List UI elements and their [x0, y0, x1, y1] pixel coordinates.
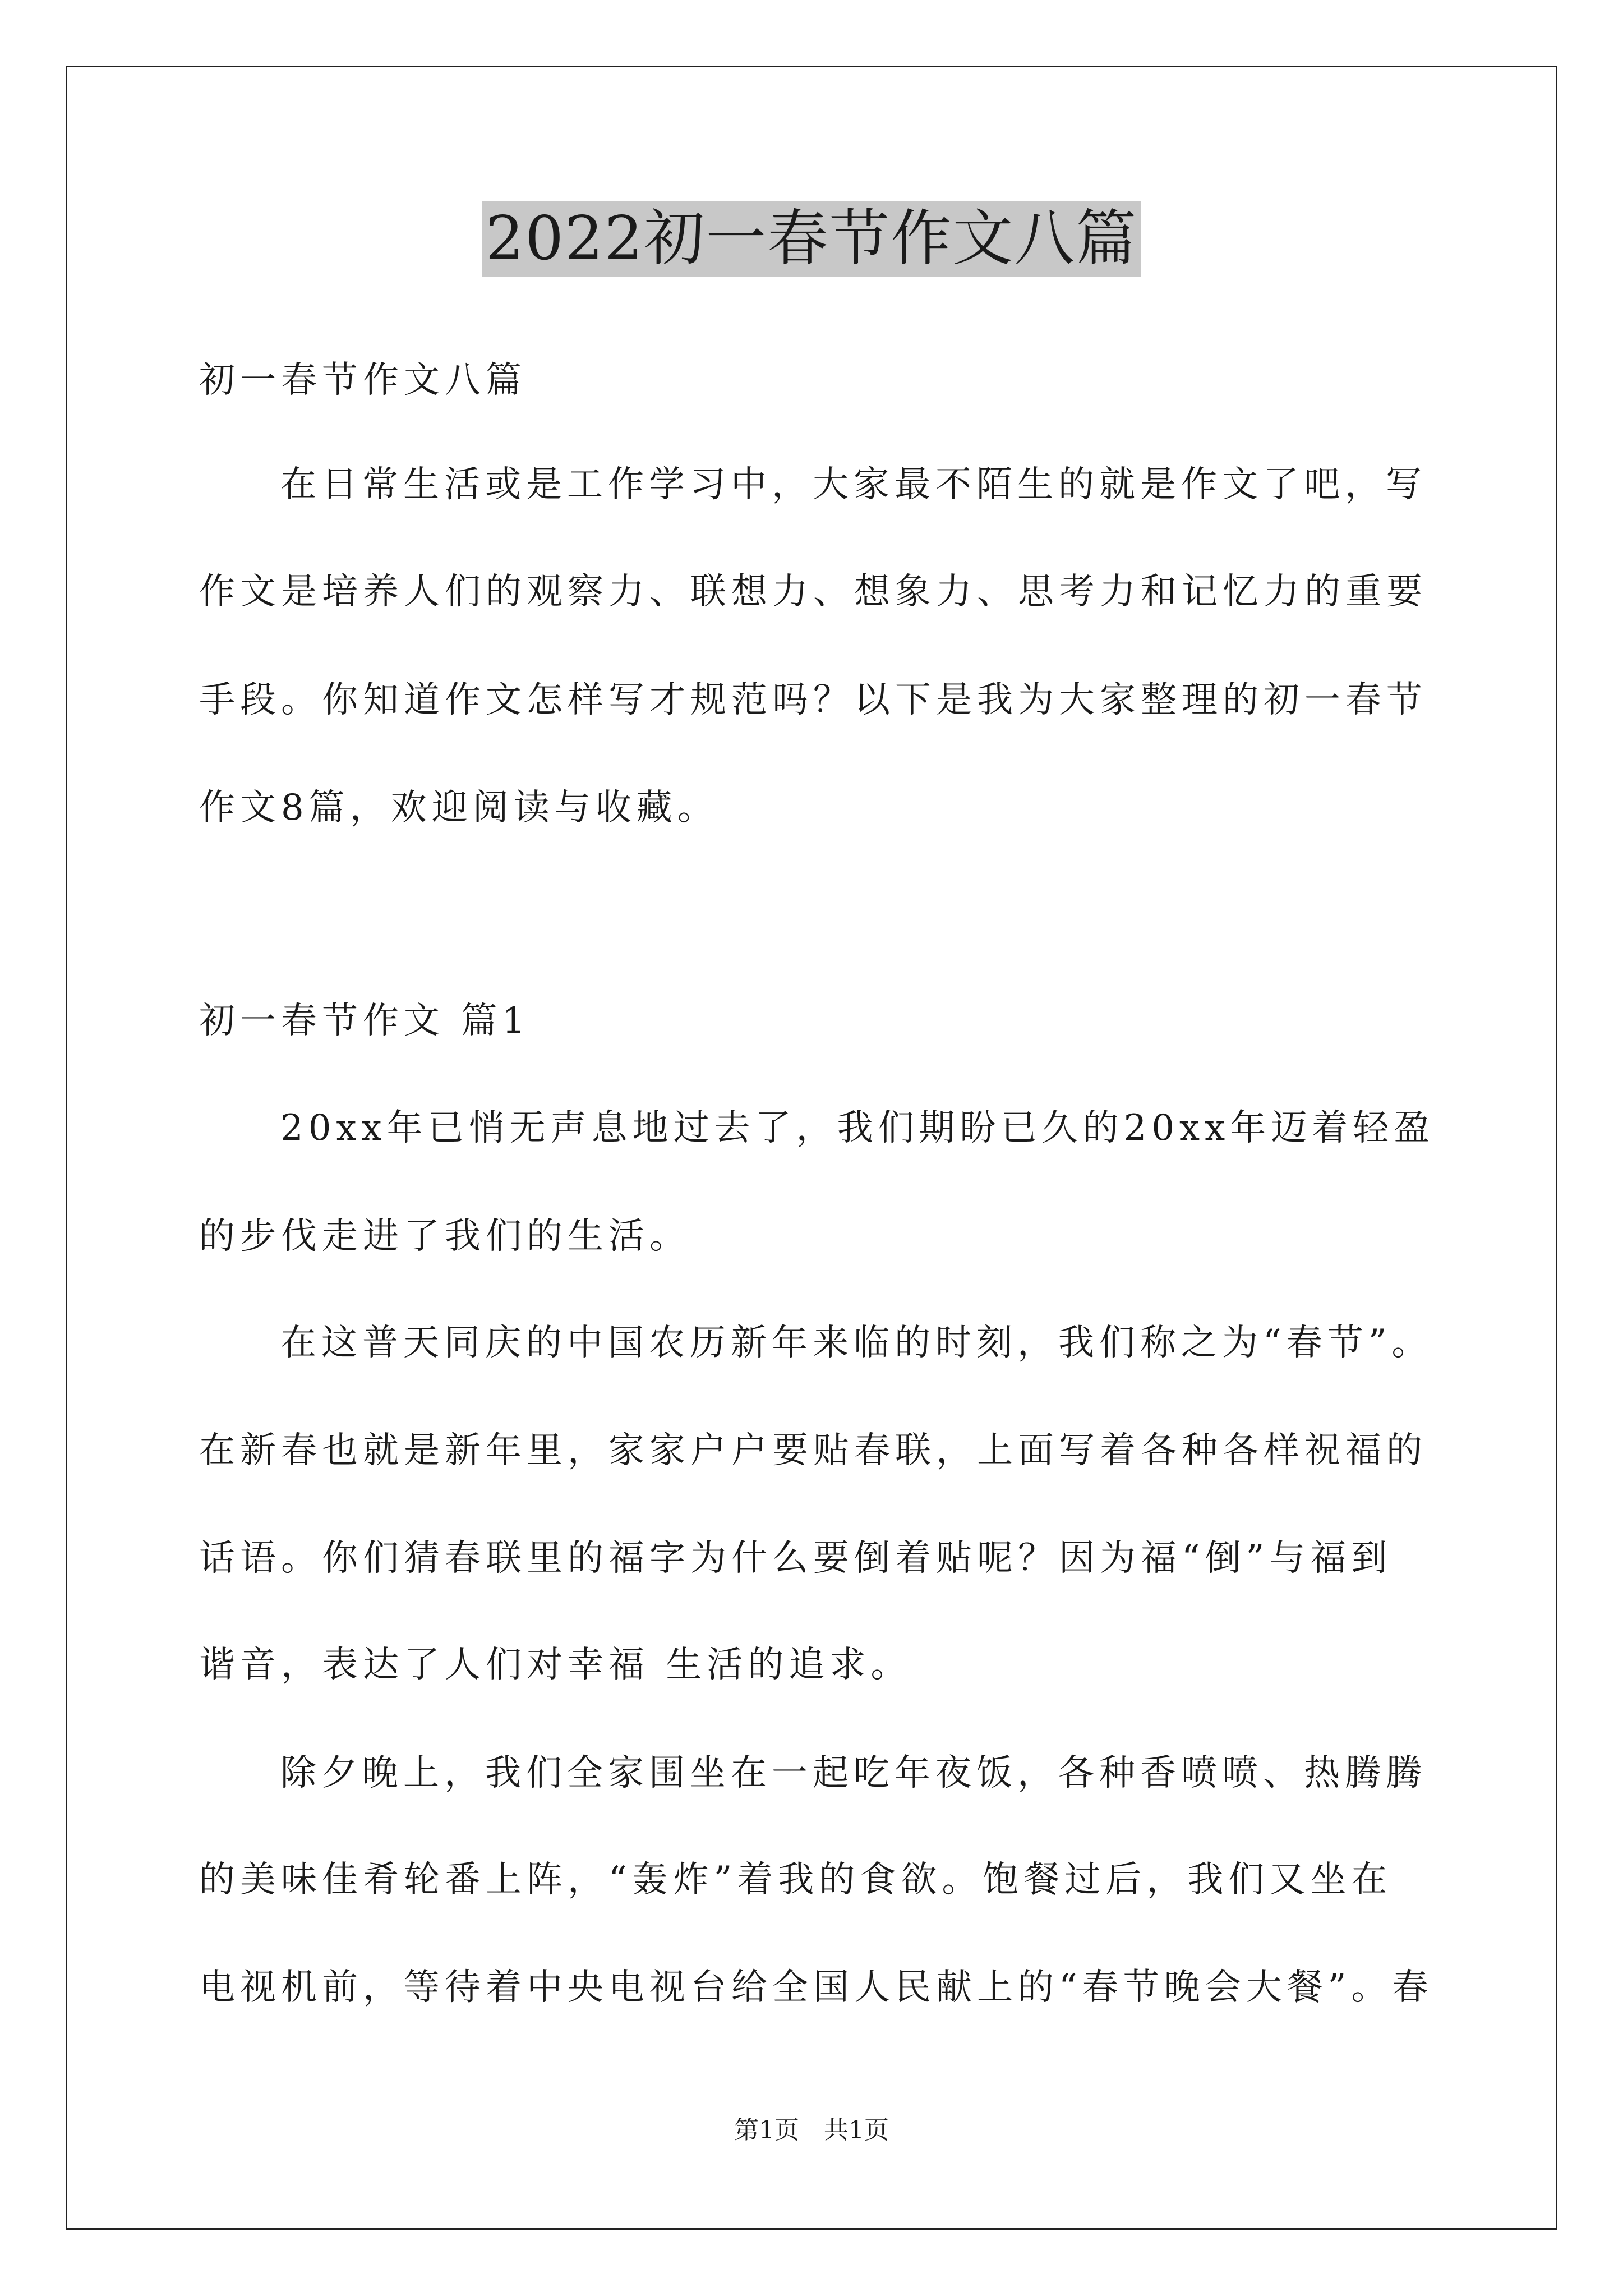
body-line-8: 的美味佳肴轮番上阵，“轰炸”着我的食欲。饱餐过后，我们又坐在	[199, 1859, 1393, 1901]
intro-line-1: 在日常生活或是工作学习中，大家最不陌生的就是作文了吧，写	[280, 464, 1427, 505]
body-line-7: 除夕晚上，我们全家围坐在一起吃年夜饭，各种香喷喷、热腾腾	[280, 1752, 1427, 1794]
intro-line-3: 手段。你知道作文怎样写才规范吗？以下是我为大家整理的初一春节	[199, 679, 1427, 721]
intro-line-2: 作文是培养人们的观察力、联想力、想象力、思考力和记忆力的重要	[199, 571, 1427, 613]
intro-line-4: 作文8篇，欢迎阅读与收藏。	[199, 787, 718, 829]
body-line-2: 的步伐走进了我们的生活。	[199, 1216, 690, 1257]
body-line-6: 谐音，表达了人们对幸福 生活的追求。	[199, 1644, 912, 1686]
section-heading: 初一春节作文 篇1	[199, 1000, 531, 1042]
document-title: 2022初一春节作文八篇	[482, 201, 1141, 277]
body-line-3: 在这普天同庆的中国农历新年来临的时刻，我们称之为“春节”。	[280, 1322, 1433, 1364]
body-line-4: 在新春也就是新年里，家家户户要贴春联，上面写着各种各样祝福的	[199, 1430, 1427, 1471]
body-line-9: 电视机前，等待着中央电视台给全国人民献上的“春节晚会大餐”。春	[199, 1967, 1433, 2008]
body-line-1: 20xx年已悄无声息地过去了，我们期盼已久的20xx年迈着轻盈	[280, 1107, 1435, 1149]
document-subtitle: 初一春节作文八篇	[199, 360, 527, 401]
title-container	[0, 201, 1623, 277]
body-line-5: 话语。你们猜春联里的福字为什么要倒着贴呢？因为福“倒”与福到	[199, 1538, 1393, 1579]
page-footer: 第1页 共1页	[734, 2116, 889, 2145]
